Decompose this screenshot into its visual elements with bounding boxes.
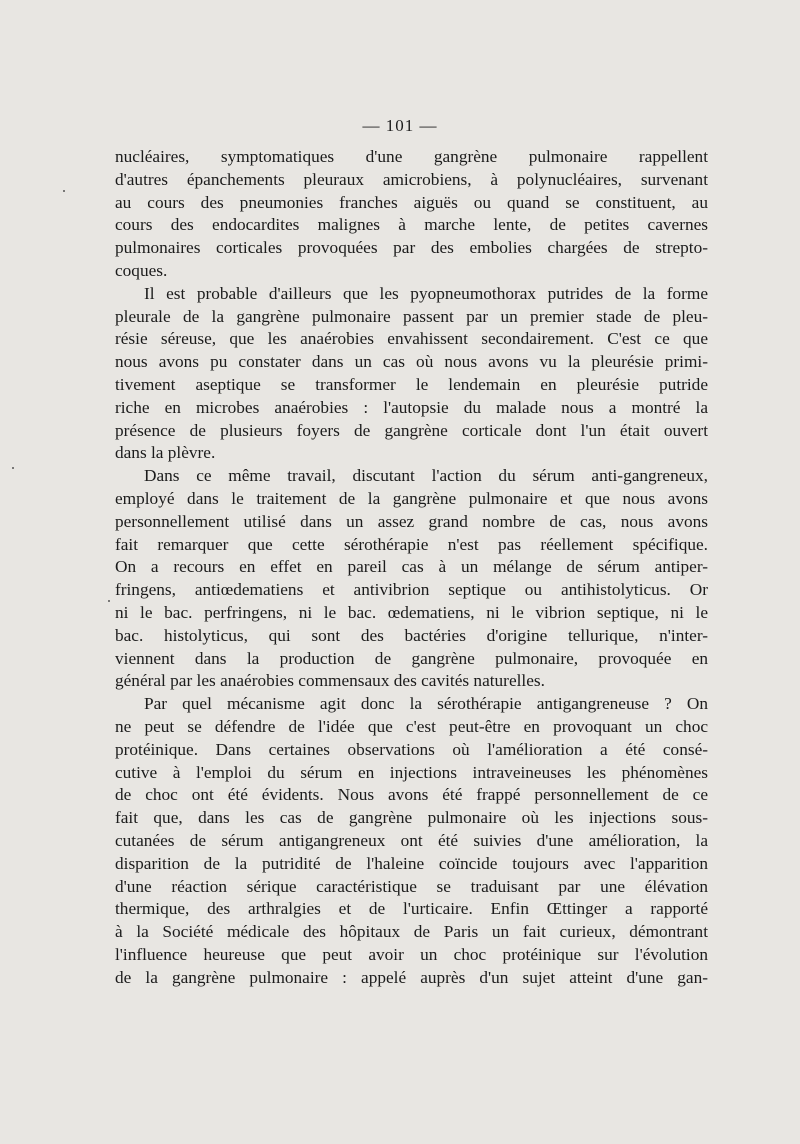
text-line: On a recours en effet en pareil cas à un mélange de sérum antiper- <box>115 557 708 577</box>
text-line: fait que, dans les cas de gangrène pulmonaire où les injections sous- <box>115 808 708 828</box>
text-line: d'une réaction sérique caractéristique se traduisant par une élévation <box>115 876 708 896</box>
text-line: au cours des pneumonies franches aiguës ou quand se constituent, au <box>115 192 708 212</box>
text-line: de choc ont été évidents. Nous avons été frappé personnellement de ce <box>115 785 708 805</box>
paragraph <box>115 465 708 693</box>
text-line: de la gangrène pulmonaire : appelé auprès d'un sujet atteint d'une gan- <box>115 967 708 987</box>
text-line: nucléaires, symptomatiques d'une gangrène pulmonaire rappellent <box>115 147 708 166</box>
text-line: général par les anaérobies commensaux des cavités naturelles. <box>115 671 545 691</box>
text-line: fait remarquer que cette sérothérapie n'est pas réellement spécifique. <box>115 534 708 554</box>
paper-speck <box>108 600 110 602</box>
page-number: — 101 — <box>362 116 438 135</box>
paper-speck <box>63 190 65 192</box>
text-line: Dans ce même travail, discutant l'action du sérum anti-gangreneux, <box>144 466 708 486</box>
text-line: employé dans le traitement de la gangrène pulmonaire et que nous avons <box>115 488 708 508</box>
text-line: cutive à l'emploi du sérum en injections intraveineuses les phénomènes <box>115 762 708 782</box>
text-line: protéinique. Dans certaines observations où l'amélioration a été consé- <box>115 739 708 759</box>
text-line: ne peut se défendre de l'idée que c'est peut-être en provoquant un choc <box>115 716 708 736</box>
text-line: résie séreuse, que les anaérobies envahissent secondairement. C'est ce que <box>115 329 708 349</box>
text-line: bac. histolyticus, qui sont des bactéries d'origine tellurique, n'inter- <box>115 625 708 645</box>
text-line: pleurale de la gangrène pulmonaire passent par un premier stade de pleu- <box>115 306 708 326</box>
paragraph <box>115 283 708 465</box>
text-line: pulmonaires corticales provoquées par des embolies chargées de strepto- <box>115 238 708 258</box>
text-line: riche en microbes anaérobies : l'autopsie du malade nous a montré la <box>115 397 708 417</box>
paragraph <box>115 693 708 989</box>
text-line: viennent dans la production de gangrène pulmonaire, provoquée en <box>115 648 708 668</box>
text-line: nous avons pu constater dans un cas où nous avons vu la pleurésie primi- <box>115 352 708 372</box>
paper-speck <box>12 467 14 469</box>
text-line: ni le bac. perfringens, ni le bac. œdematiens, ni le vibrion septique, ni le <box>115 602 708 622</box>
text-line: l'influence heureuse que peut avoir un choc protéinique sur l'évolution <box>115 944 708 964</box>
text-line: cutanées de sérum antigangreneux ont été suivies d'une amélioration, la <box>115 830 708 850</box>
body-text <box>115 146 708 989</box>
text-line: fringens, antiœdematiens et antivibrion septique ou antihistolyticus. Or <box>115 580 708 600</box>
text-line: thermique, des arthralgies et de l'urticaire. Enfin Œttinger a rapporté <box>115 899 708 919</box>
text-line: dans la plèvre. <box>115 443 216 463</box>
text-line: coques. <box>115 260 168 280</box>
text-line: cours des endocardites malignes à marche lente, de petites cavernes <box>115 215 708 235</box>
paragraph <box>115 146 708 283</box>
text-line: présence de plusieurs foyers de gangrène corticale dont l'un était ouvert <box>115 420 708 440</box>
text-line: d'autres épanchements pleuraux amicrobiens, à polynucléaires, survenant <box>115 169 708 189</box>
text-line: personnellement utilisé dans un assez grand nombre de cas, nous avons <box>115 511 708 531</box>
text-line: Par quel mécanisme agit donc la sérothérapie antigangreneuse ? On <box>144 694 708 714</box>
text-line: Il est probable d'ailleurs que les pyopneumothorax putrides de la forme <box>144 283 708 303</box>
text-line: à la Société médicale des hôpitaux de Paris un fait curieux, démontrant <box>115 922 708 942</box>
text-line: disparition de la putridité de l'haleine coïncide toujours avec l'apparition <box>115 853 708 873</box>
text-line: tivement aseptique se transformer le lendemain en pleurésie putride <box>115 374 708 394</box>
